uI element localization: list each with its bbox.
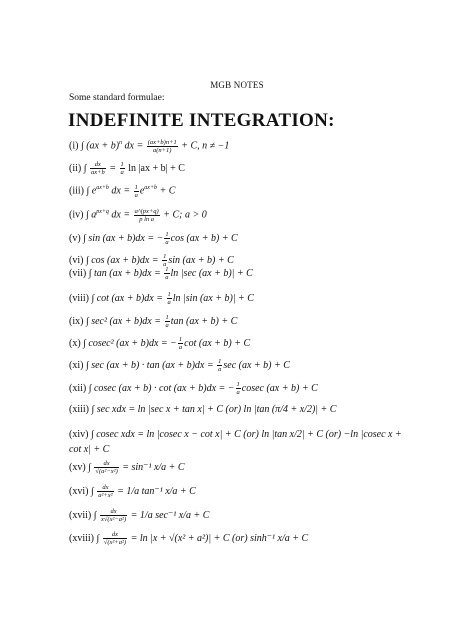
formula-rhs: = ln |x + √(x² + a²)| + C (or) sinh⁻¹ x/a + C (128, 532, 309, 544)
formula-rhs: = sin⁻¹ x/a + C (119, 461, 185, 473)
fraction (134, 208, 160, 223)
fraction (100, 508, 127, 523)
fraction-num: (ax+b)n+1 (147, 138, 177, 146)
formula-rhs: sin (ax + b) + C (168, 254, 234, 266)
fraction-num: dx (100, 508, 127, 516)
formula-label: (xvii) (69, 509, 92, 521)
fraction (103, 531, 127, 546)
formula-14 (69, 427, 409, 457)
fraction-num: 1 (120, 161, 124, 168)
fraction (94, 460, 118, 475)
formula-label: (i) (69, 140, 79, 152)
formula-label: (x) (69, 337, 81, 349)
formula-lhs: ∫ (96, 532, 102, 544)
fraction (167, 291, 172, 306)
formula-rhs: sec (ax + b) + C (223, 359, 290, 371)
formula-text: ∫ tan (ax + b)dx = (88, 267, 164, 279)
fraction-num: dx (94, 460, 118, 468)
fraction-num: dx (90, 161, 106, 169)
fraction-den: a (165, 274, 169, 281)
fraction-den: a (218, 366, 222, 373)
fraction-num: 1 (236, 381, 240, 388)
formula-rhs: + C, n ≠ −1 (181, 140, 230, 152)
formula-lhs: ∫ (93, 509, 99, 521)
formula-2 (69, 161, 185, 176)
formula-lhs: ∫ (83, 162, 89, 174)
formula-label: (xiv) (69, 429, 89, 440)
formula-lhs: ∫ (90, 485, 97, 497)
fraction-den: a (178, 344, 183, 351)
formula-exp: ax+b (96, 185, 109, 191)
formula-label: (vii) (69, 267, 87, 279)
fraction (90, 161, 106, 176)
formula-rhs: = 1/a tan⁻¹ x/a + C (114, 485, 196, 497)
formula-label: (xi) (69, 359, 84, 371)
formula-text: ∫ cosec (ax + b) · cot (ax + b)dx = − (88, 382, 235, 394)
formula-mid: dx = (108, 185, 133, 197)
formula-mid: dx = (122, 140, 146, 152)
formula-rhs: e (139, 185, 145, 197)
formula-exp: px+q (96, 209, 109, 215)
fraction-den: x√(x²−a²) (100, 516, 127, 523)
formula-tail: + C (157, 185, 176, 197)
fraction (120, 161, 125, 176)
fraction-den: a (165, 239, 169, 246)
formula-label: (xviii) (69, 532, 94, 544)
fraction-num: dx (97, 484, 113, 492)
formula-text: ∫ cos (ax + b)dx = (85, 254, 162, 266)
formula-3 (69, 182, 175, 199)
fraction-den: ax+b (90, 169, 105, 176)
formula-label: (vi) (69, 254, 84, 266)
fraction-den: a (120, 169, 124, 176)
fraction-den: p ln a (139, 215, 155, 223)
formula-15 (69, 460, 185, 475)
formula-exp: n (119, 140, 123, 146)
formula-text: ∫ sec² (ax + b)dx = (85, 315, 164, 327)
formula-rhs: ln |sin (ax + b)| + C (172, 292, 254, 304)
fraction (236, 381, 241, 396)
formula-mid: = (106, 162, 119, 174)
fraction (147, 139, 178, 154)
formula-1 (69, 137, 229, 154)
formula-text: ∫ cosec xdx = ln |cosec x − cot x| + C (or) ln |tan x/2| + C (or) −ln |cosec x + cot x| + C (69, 429, 402, 455)
formula-5 (69, 231, 238, 246)
formula-9 (69, 314, 237, 329)
formula-rhs: cosec (ax + b) + C (241, 382, 318, 394)
formula-label: (iii) (69, 185, 84, 197)
fraction-den: a (167, 299, 171, 306)
formula-rhs: + C; a > 0 (160, 209, 207, 221)
formula-label: (ix) (69, 315, 84, 327)
page-title: INDEFINITE INTEGRATION: (68, 110, 335, 131)
formula-exp: ax+b (144, 185, 158, 191)
formula-mid: dx = (108, 209, 133, 221)
formula-label: (xvi) (69, 485, 89, 497)
formula-18 (69, 531, 308, 546)
subheading: Some standard formulae: (69, 93, 165, 103)
fraction-num: 1 (165, 231, 169, 238)
formula-rhs: ln |sec (ax + b)| + C (170, 267, 253, 279)
fraction-den: a (165, 322, 169, 329)
fraction (134, 184, 139, 199)
fraction-num: a^(px+q) (134, 207, 159, 215)
fraction (164, 231, 169, 246)
page-header: MGB NOTES (210, 80, 264, 90)
formula-7 (69, 266, 253, 281)
fraction-num: 1 (218, 358, 222, 365)
formula-lhs: ∫ (88, 461, 94, 473)
fraction-num: 1 (165, 266, 169, 273)
formula-label: (v) (69, 232, 81, 244)
formula-4 (69, 206, 207, 223)
fraction (165, 314, 170, 329)
fraction-num: 1 (163, 253, 167, 260)
fraction-den: √(x²+a²) (103, 539, 127, 546)
fraction-num: dx (103, 531, 127, 539)
fraction (217, 358, 222, 373)
formula-text: ∫ sec (ax + b) · tan (ax + b)dx = (85, 359, 217, 371)
fraction-num: 1 (167, 291, 171, 298)
fraction-den: √(a²−x²) (95, 468, 118, 475)
formula-text: ∫ cot (ax + b)dx = (91, 292, 166, 304)
fraction-den: a²+x² (98, 492, 113, 499)
formula-label: (iv) (69, 209, 84, 221)
formula-text: ∫ cosec² (ax + b)dx = − (83, 337, 177, 349)
fraction-num: 1 (165, 314, 169, 321)
fraction-den: a (134, 191, 138, 199)
formula-rhs: tan (ax + b) + C (170, 315, 238, 327)
formula-lhs: ∫ a (85, 209, 97, 221)
formula-lhs: ∫ e (86, 185, 97, 197)
fraction (178, 336, 183, 351)
fraction-den: a(n+1) (153, 146, 172, 154)
formula-10 (69, 336, 250, 351)
formula-label: (xiii) (69, 404, 89, 415)
formula-text: ∫ sin (ax + b)dx = − (83, 232, 164, 244)
formula-label: (xii) (69, 382, 87, 394)
fraction-num: 1 (178, 336, 183, 343)
fraction-den: a (163, 261, 167, 268)
formula-rhs: ln |ax + b| + C (128, 162, 185, 174)
formula-16 (69, 484, 196, 499)
formula-label: (xv) (69, 461, 86, 473)
fraction (164, 266, 169, 281)
formula-11 (69, 358, 290, 373)
formula-12 (69, 381, 318, 396)
fraction (97, 484, 113, 499)
formula-rhs: = 1/a sec⁻¹ x/a + C (128, 509, 210, 521)
fraction-num: 1 (134, 183, 138, 191)
formula-label: (viii) (69, 292, 89, 304)
formula-label: (ii) (69, 162, 82, 174)
formula-text: ∫ sec xdx = ln |sec x + tan x| + C (or) ln |tan (π/4 + x/2)| + C (91, 404, 337, 415)
formula-13 (69, 404, 336, 416)
formula-lhs: ∫ (ax + b) (80, 140, 120, 152)
fraction-den: a (236, 389, 240, 396)
formula-8 (69, 291, 254, 306)
formula-rhs: cos (ax + b) + C (170, 232, 238, 244)
formula-rhs: cot (ax + b) + C (184, 337, 251, 349)
formula-17 (69, 508, 209, 523)
